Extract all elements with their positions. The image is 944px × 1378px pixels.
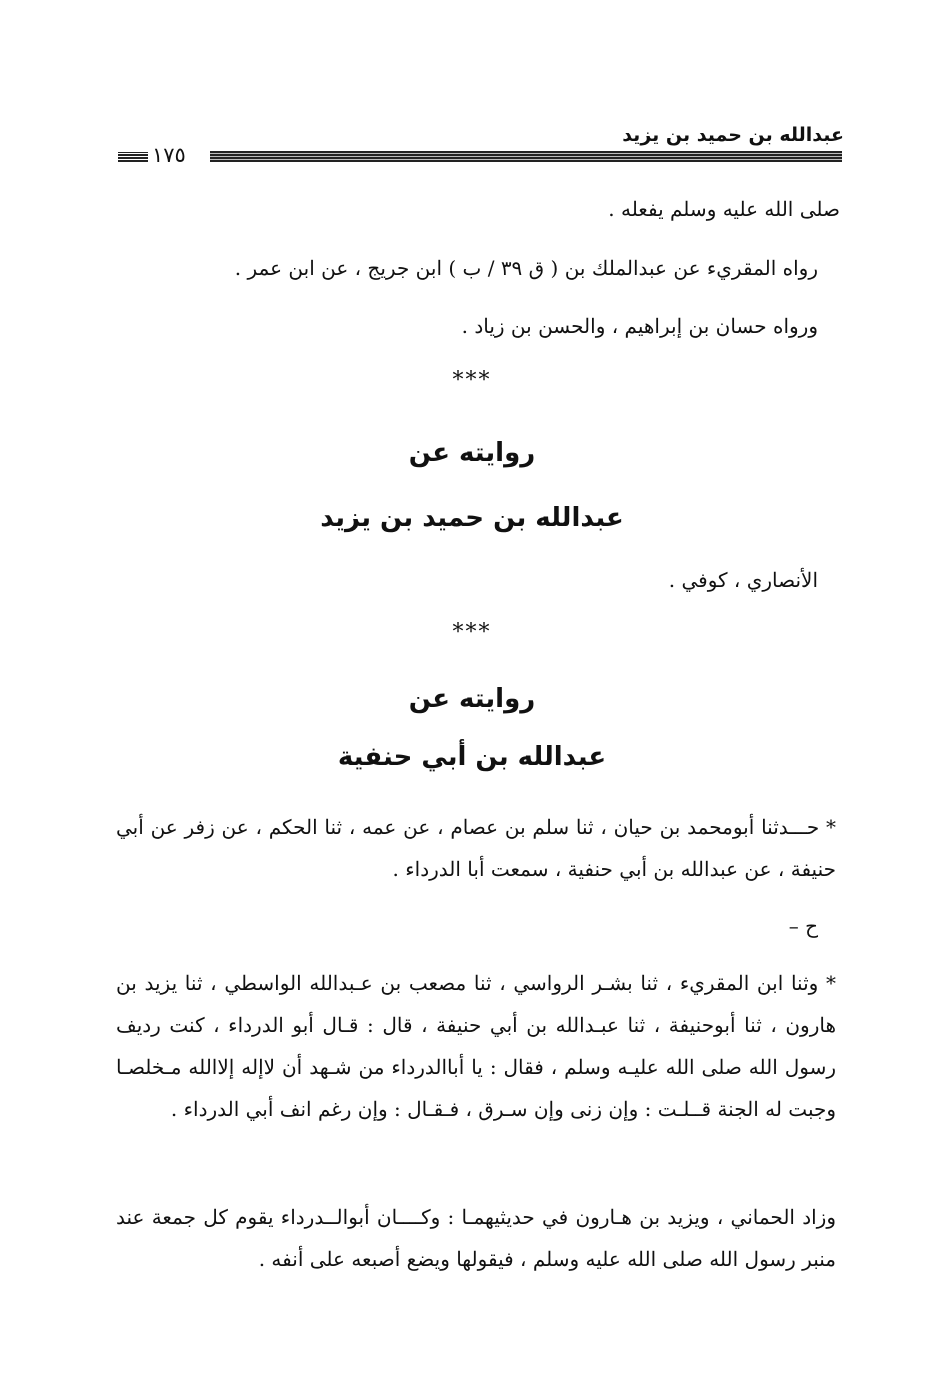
section-heading-2: عبدالله بن حميد بن يزيد (320, 503, 624, 533)
page-number: ١٧٥ (152, 143, 186, 167)
section-heading-4: عبدالله بن أبي حنفية (337, 742, 607, 772)
separator-stars: *** (452, 368, 492, 393)
section-heading-1: روايته عن (408, 438, 536, 468)
ha-marker: ح – (788, 914, 818, 938)
text-line-1: صلى الله عليه وسلم يفعله . (608, 197, 840, 221)
running-title: عبدالله بن حميد بن يزيد (622, 124, 844, 146)
rule-bar-left (118, 152, 148, 162)
section1-text: الأنصاري ، كوفي . (668, 568, 818, 592)
paragraph-1: * حـــدثنا أبومحمد بن حيان ، ثنا سلم بن عصام ، عن عمه ، ثنا الحكم ، عن زفر عن أبي حنيفة ، عن عبدالله بن أبي حنفية ، سمعت أبا الدرداء . (116, 815, 836, 881)
header-rule (118, 143, 842, 167)
text-line-2: رواه المقريء عن عبدالملك بن ( ق ٣٩ / ب ) ابن جريج ، عن ابن عمر . (234, 256, 818, 280)
paragraph-2: * وثنا ابن المقريء ، ثنا بشـر الرواسي ، ثنا مصعب بن عـبدالله الواسطي ، ثنا يزيد بن هارون ، ثنا أبوحنيفة ، ثنا عبـدالله بن أبي حنيفة ، قال : قـال أبو الدرداء ، كنت ردیف رسول الله صلى الله عليـه وسلم ، فقال : يا أباالدرداء من شـهد أن لاإله إلاالله مـخلصـا وجبت له الجنة قــلـت : وإن زنى وإن سـرق ، فـقـال : وإن رغم انف أبي الدرداء . (116, 971, 836, 1121)
paragraph-3: وزاد الحماني ، ويزيد بن هـارون في حديثيهمـا : وكــــان أبوالــدرداء يقوم كل جمعة عند منبر رسول الله صلى الله عليه وسلم ، فيقولها ويضع أصبعه على أنفه . (116, 1205, 836, 1271)
separator-stars-2: *** (452, 620, 492, 645)
text-line-3: ورواه حسان بن إبراهيم ، والحسن بن زياد . (461, 314, 818, 338)
rule-bar-right (210, 151, 842, 162)
section-heading-3: روايته عن (408, 684, 536, 714)
